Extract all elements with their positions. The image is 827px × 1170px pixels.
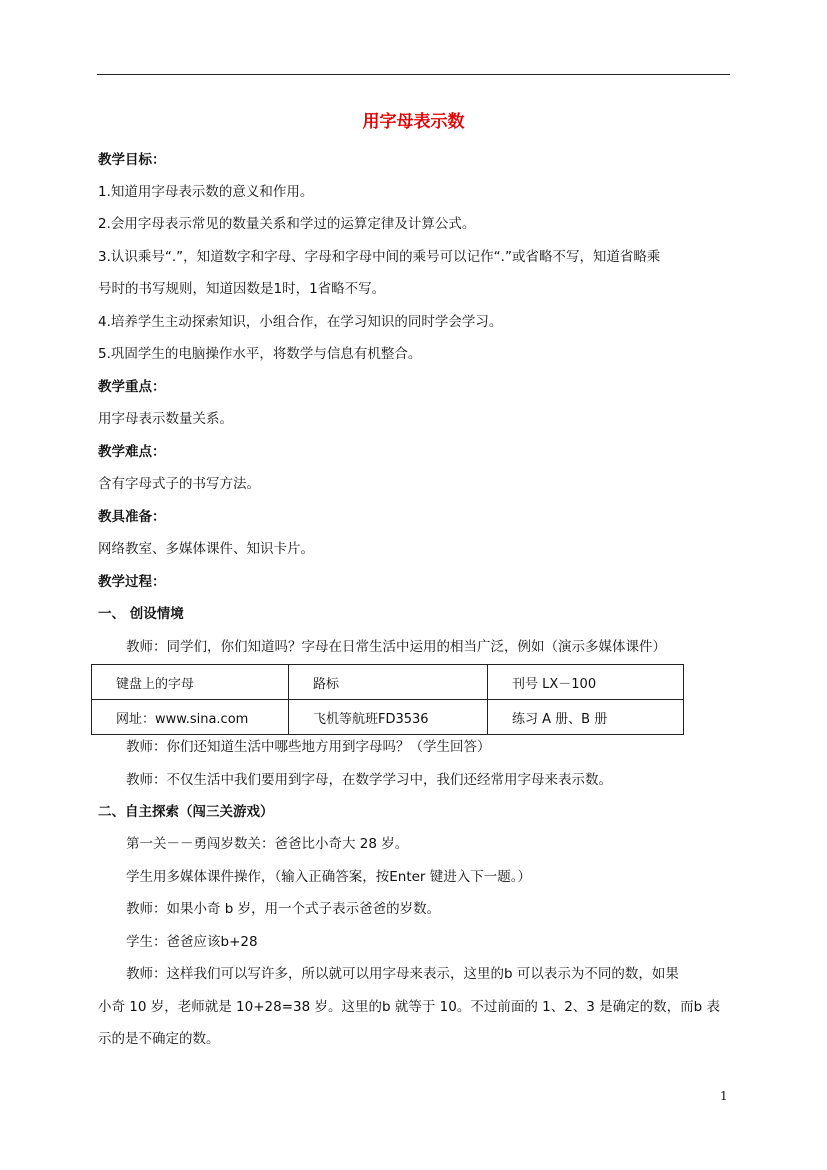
letter-examples-table xyxy=(91,664,684,735)
section2-line: 教师：这样我们可以写许多，所以就可以用字母来表示，这里的b 可以表示为不同的数，如果 xyxy=(126,966,679,982)
section2-line: 第一关－－勇闯岁数关：爸爸比小奇大 28 岁。 xyxy=(126,836,409,852)
materials-heading: 教具准备： xyxy=(98,509,166,525)
goal-item: 5.巩固学生的电脑操作水平，将数学与信息有机整合。 xyxy=(98,346,422,362)
table-cell: 飞机等航班FD3536 xyxy=(289,700,488,735)
section2-line: 小奇 10 岁，老师就是 10+28=38 岁。这里的b 就等于 10。不过前面的 1、2、3 是确定的数，而b 表 xyxy=(98,999,721,1015)
table-cell: 练习 A 册、B 册 xyxy=(488,700,684,735)
section1-after: 教师：你们还知道生活中哪些地方用到字母吗？（学生回答） xyxy=(126,739,491,755)
section2-line: 示的是不确定的数。 xyxy=(98,1031,220,1047)
section2-heading: 二、自主探索（闯三关游戏） xyxy=(98,804,274,820)
goal-item: 4.培养学生主动探索知识，小组合作，在学习知识的同时学会学习。 xyxy=(98,314,503,330)
page-number: 1 xyxy=(720,1089,728,1103)
difficulty-heading: 教学难点： xyxy=(98,444,166,460)
section1-intro: 教师：同学们，你们知道吗？字母在日常生活中运用的相当广泛，例如（演示多媒体课件） xyxy=(126,639,666,655)
document-title: 用字母表示数 xyxy=(362,112,465,132)
section1-after: 教师：不仅生活中我们要用到字母，在数学学习中，我们还经常用字母来表示数。 xyxy=(126,772,612,788)
section2-line: 学生用多媒体课件操作，（输入正确答案，按Enter 键进入下一题。） xyxy=(126,869,532,885)
goal-item: 1.知道用字母表示数的意义和作用。 xyxy=(98,184,314,200)
table-cell: 路标 xyxy=(289,665,488,700)
materials-text: 网络教室、多媒体课件、知识卡片。 xyxy=(98,541,314,557)
section2-line: 学生：爸爸应该b+28 xyxy=(126,934,258,950)
table-row xyxy=(92,700,684,735)
header-rule xyxy=(97,74,730,75)
goal-item: 3.认识乘号“.”，知道数字和字母、字母和字母中间的乘号可以记作“.”或省略不写，知道省略乘 xyxy=(98,249,661,265)
section2-line: 教师：如果小奇 b 岁，用一个式子表示爸爸的岁数。 xyxy=(126,901,441,917)
goal-item: 2.会用字母表示常见的数量关系和学过的运算定律及计算公式。 xyxy=(98,216,476,232)
key-point-text: 用字母表示数量关系。 xyxy=(98,411,233,427)
goal-item: 号时的书写规则，知道因数是1时，1省略不写。 xyxy=(98,281,386,297)
table-cell: 刊号 LX－100 xyxy=(488,665,684,700)
table-cell: 键盘上的字母 xyxy=(92,665,289,700)
goals-heading: 教学目标： xyxy=(98,152,166,168)
difficulty-text: 含有字母式子的书写方法。 xyxy=(98,476,260,492)
table-row xyxy=(92,665,684,700)
key-point-heading: 教学重点： xyxy=(98,379,166,395)
section1-heading: 一、 创设情境 xyxy=(98,606,184,622)
process-heading: 教学过程： xyxy=(98,574,166,590)
table-cell: 网址：www.sina.com xyxy=(92,700,289,735)
